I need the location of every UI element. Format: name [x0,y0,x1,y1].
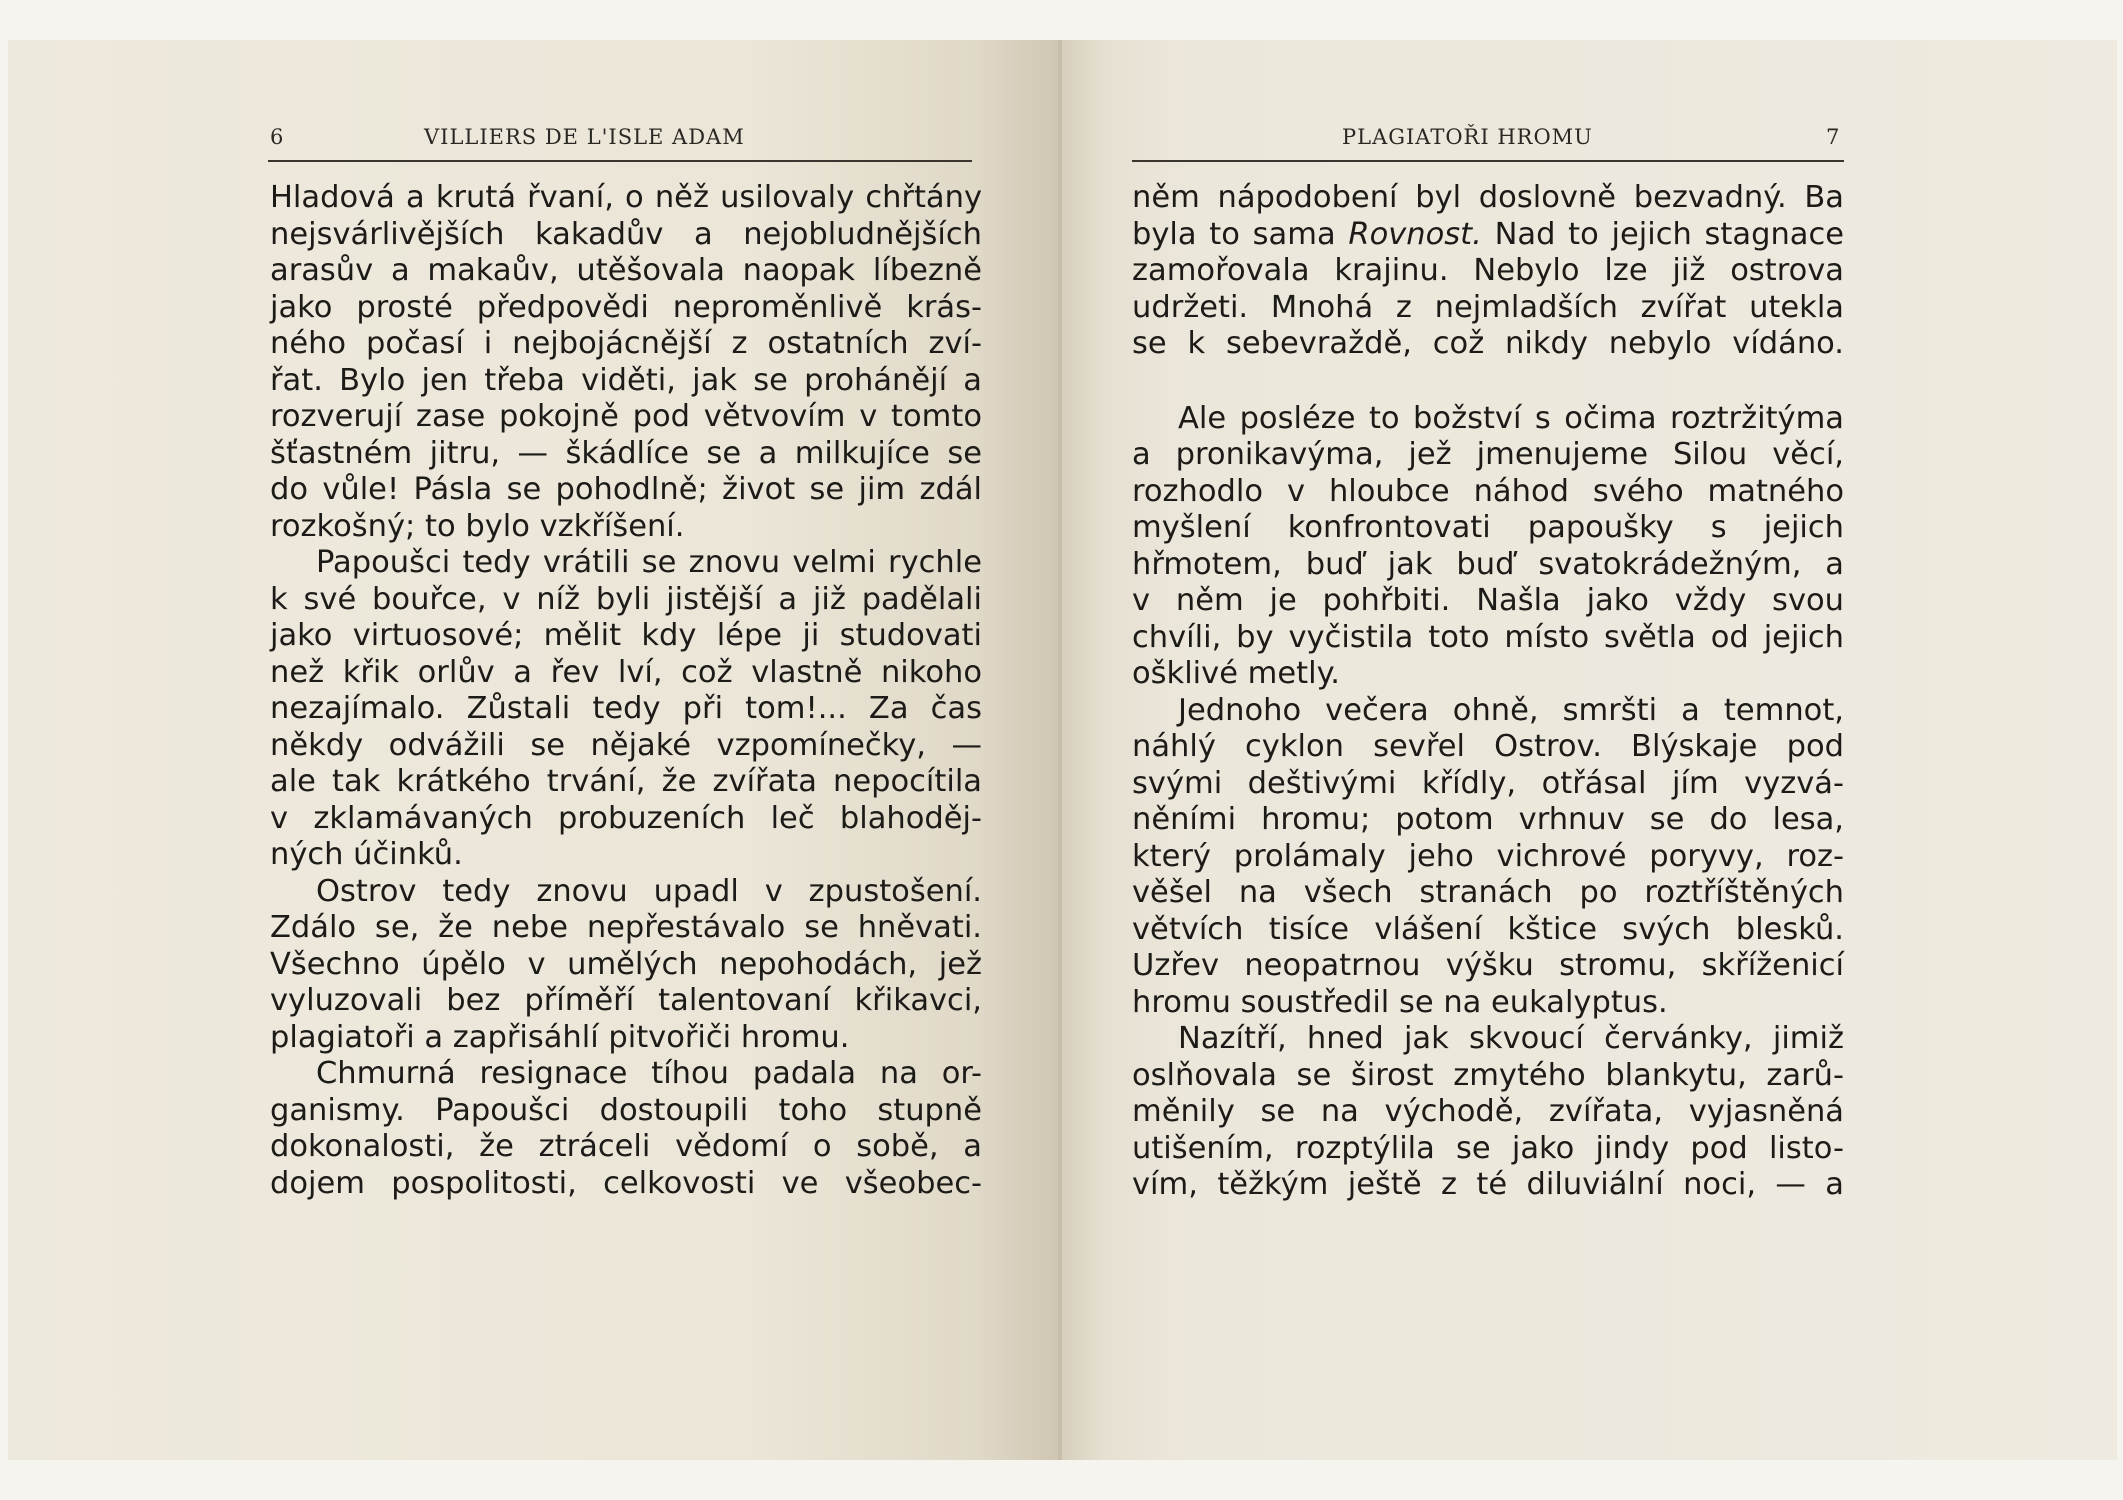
text-line: řat. Bylo jen třeba viděti, jak se prohánějí a [270,362,982,398]
text-line: Uzřev neopatrnou výšku stromu, skříženicí [1132,948,1844,983]
text-line: Jednoho večera ohně, smršti a temnot, [1178,692,1844,728]
text-line: Ostrov tedy znovu upadl v zpustošení. [316,873,982,909]
text-line: měnily se na východě, zvířata, vyjasněná [1132,1094,1844,1129]
text-line: chvíli, by vyčistila toto místo světla od jejich [1132,619,1844,655]
right-head-rule [1132,160,1844,162]
text-line: a pronikavýma, jež jmenujeme Silou věcí, [1132,437,1844,472]
left-running-head: VILLIERS DE L'ISLE ADAM [424,125,745,149]
text-line: Hladová a krutá řvaní, o něž usilovaly chřtány [270,180,982,215]
text-line: zamořovala krajinu. Nebylo lze již ostrova [1132,253,1844,288]
text-line: dokonalosti, že ztráceli vědomí o sobě, a [270,1129,982,1164]
text-line: arasův a makaův, utěšovala naopak líbezně [270,253,982,288]
text-line: něními hromu; potom vrhnuv se do lesa, [1132,802,1844,837]
text-line: ganismy. Papoušci dostoupili toho stupně [270,1092,982,1128]
italic-emphasis: Rovnost. [1348,216,1482,252]
text-line: ných účinků. [270,837,463,872]
text-line: rozhodlo v hloubce náhod svého matného [1132,473,1844,509]
text-line: k své bouřce, v níž byli jistější a již padělali [270,581,982,617]
left-page-body [270,180,982,1202]
text-line: myšlení konfrontovati papoušky s jejich [1132,510,1844,545]
text-line: někdy odvážili se nějaké vzpomínečky, — [270,727,982,763]
left-head-rule [268,160,972,162]
text-line: ného počasí i nejbojácnější z ostatních zví- [270,326,982,361]
text-line: plagiatoři a zapřisáhlí pitvořiči hromu. [270,1019,850,1055]
text-line: Zdálo se, že nebe nepřestávalo se hněvati. [270,910,982,945]
text-line: ošklivé metly. [1132,656,1340,691]
text-line: oslňovala se širost zmytého blankytu, zarů- [1132,1057,1844,1093]
text-line: větvích tisíce vlášení kštice svých blesků. [1132,911,1844,947]
text-line: rozkošný; to bylo vzkříšení. [270,508,685,544]
text-line: svými deštivými křídly, otřásal jím vyzvá- [1132,765,1844,801]
right-running-head: PLAGIATOŘI HROMU [1342,125,1593,149]
text-line: nezajímalo. Zůstali tedy při tom!... Za čas [270,691,982,726]
text-line: něm nápodobení byl doslovně bezvadný. Ba [1132,180,1844,215]
right-page-body [1132,180,1844,1204]
text-line: se k sebevraždě, což nikdy nebylo vídáno. [1132,326,1844,361]
text-line: ale tak krátkého trvání, že zvířata nepocítila [270,764,982,799]
right-page-number: 7 [1826,125,1841,149]
text-line: Nazítří, hned jak skvoucí červánky, jimiž [1178,1021,1844,1056]
text-line: utišením, rozptýlila se jako jindy pod listo- [1132,1130,1844,1166]
text-line: Ale posléze to božství s očima roztržitýma [1178,400,1844,436]
text-line: šťastném jitru, — škádlíce se a milkujíce se [270,435,982,471]
text-line: rozverují zase pokojně pod větvovím v tomto [270,399,982,434]
text-line: věšel na všech stranách po roztříštěných [1132,875,1844,910]
text-line: náhlý cyklon sevřel Ostrov. Blýskaje pod [1132,729,1844,764]
text-line: Všechno úpělo v umělých nepohodách, jež [270,946,982,982]
text-line: který prolámaly jeho vichrové poryvy, roz- [1132,838,1844,874]
text-line: vím, těžkým ještě z té diluviální noci, — a [1132,1167,1844,1202]
text-line: nejsvárlivějších kakadův a nejobludnějších [270,216,982,252]
text-line: hřmotem, buď jak buď svatokrádežným, a [1132,546,1844,582]
text-line: vyluzovali bez příměří talentovaní křikavci, [270,983,982,1018]
text-line: Papoušci tedy vrátili se znovu velmi rychle [316,545,982,580]
text-line: udržeti. Mnohá z nejmladších zvířat utekla [1132,289,1844,325]
text-line: než křik orlův a řev lví, což vlastně nikoho [270,654,982,690]
text-line: jako prosté předpovědi neproměnlivě krás- [270,289,982,325]
text-line: v zklamávaných probuzeních leč blahoděj- [270,800,982,836]
left-page-number: 6 [270,125,285,149]
text-line: v něm je pohřbiti. Našla jako vždy svou [1132,583,1844,618]
text-line: Chmurná resignace tíhou padala na or- [316,1056,982,1091]
text-line: hromu soustředil se na eukalyptus. [1132,984,1668,1020]
text-line-with-italic: byla to sama Rovnost. Nad to jejich stagnace [1132,216,1844,252]
text-line: do vůle! Pásla se pohodlně; život se jim zdál [270,472,982,507]
text-line: jako virtuosové; mělit kdy lépe ji studovati [270,618,982,653]
text-line: dojem pospolitosti, celkovosti ve všeobec- [270,1165,982,1201]
